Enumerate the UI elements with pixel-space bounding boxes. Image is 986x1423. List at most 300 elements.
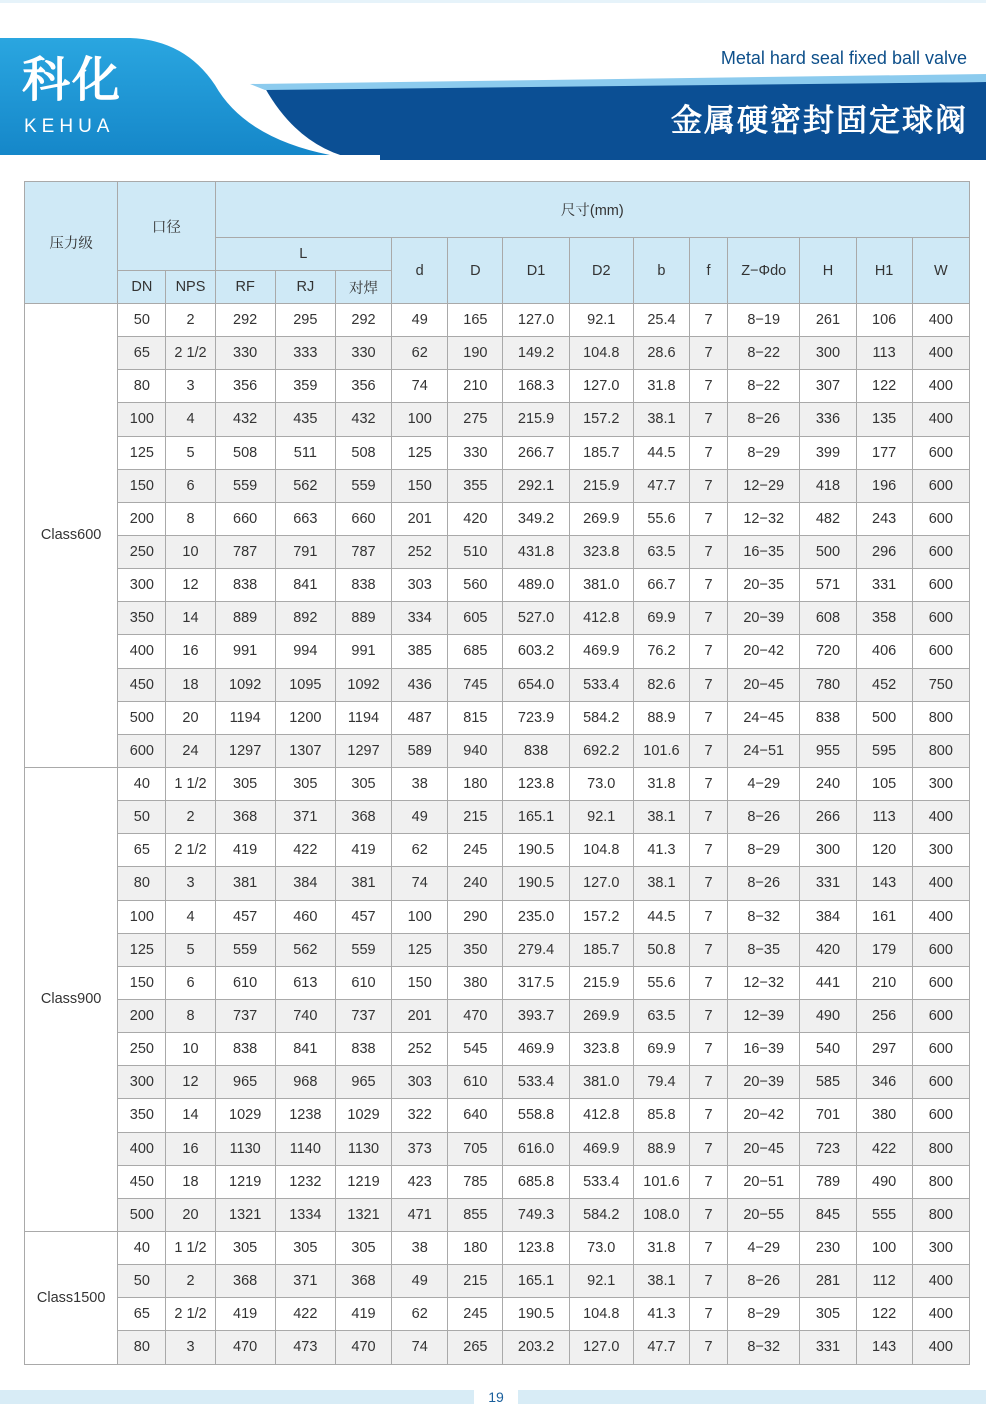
table-cell: 441 [800, 966, 856, 999]
table-cell: 190 [448, 337, 503, 370]
footer-bar-left [0, 1390, 474, 1404]
table-cell: 400 [912, 403, 969, 436]
table-cell: 1194 [215, 701, 275, 734]
table-cell: 1 1/2 [166, 767, 215, 800]
table-cell: 18 [166, 1165, 215, 1198]
table-cell: 215.9 [569, 966, 633, 999]
table-cell: 400 [912, 1265, 969, 1298]
table-cell: 7 [690, 602, 728, 635]
table-cell: 1029 [335, 1099, 391, 1132]
table-cell: 65 [118, 1298, 166, 1331]
table-cell: 31.8 [633, 767, 689, 800]
table-cell: 305 [215, 1231, 275, 1264]
table-cell: 393.7 [503, 999, 569, 1032]
table-row [25, 1099, 970, 1132]
table-cell: 723 [800, 1132, 856, 1165]
table-cell: 350 [448, 933, 503, 966]
table-cell: 527.0 [503, 602, 569, 635]
table-cell: 740 [275, 999, 335, 1032]
table-cell: 1219 [215, 1165, 275, 1198]
header-RJ: RJ [275, 271, 335, 304]
header-NPS: NPS [166, 271, 215, 304]
header-dimensions: 尺寸(mm) [215, 182, 969, 238]
table-cell: 490 [800, 999, 856, 1032]
table-cell: 196 [856, 469, 912, 502]
header-D1: D1 [503, 238, 569, 304]
table-cell: 705 [448, 1132, 503, 1165]
table-cell: 346 [856, 1066, 912, 1099]
table-cell: 600 [912, 1066, 969, 1099]
table-cell: 31.8 [633, 1231, 689, 1264]
table-cell: 38 [392, 1231, 448, 1264]
table-cell: 585 [800, 1066, 856, 1099]
header-DN: DN [118, 271, 166, 304]
table-cell: 600 [912, 535, 969, 568]
table-cell: 74 [392, 867, 448, 900]
table-cell: 7 [690, 436, 728, 469]
table-cell: 4 [166, 900, 215, 933]
table-cell: 85.8 [633, 1099, 689, 1132]
table-cell: 201 [392, 502, 448, 535]
table-cell: 92.1 [569, 304, 633, 337]
table-cell: 38.1 [633, 801, 689, 834]
table-row [25, 668, 970, 701]
table-cell: 12−39 [728, 999, 800, 1032]
product-title-cn: 金属硬密封固定球阀 [671, 103, 968, 139]
table-cell: 125 [392, 933, 448, 966]
table-cell: 600 [912, 635, 969, 668]
table-cell: 1297 [215, 734, 275, 767]
table-cell: 112 [856, 1265, 912, 1298]
table-cell: 470 [335, 1331, 391, 1364]
table-cell: 300 [800, 834, 856, 867]
table-cell: 381.0 [569, 1066, 633, 1099]
table-cell: 252 [392, 535, 448, 568]
table-cell: 584.2 [569, 701, 633, 734]
footer-bar-right [518, 1390, 986, 1404]
table-cell: 384 [800, 900, 856, 933]
table-cell: 7 [690, 933, 728, 966]
table-cell: 8−35 [728, 933, 800, 966]
table-cell: 8−32 [728, 1331, 800, 1364]
table-cell: 800 [912, 1198, 969, 1231]
brand-name-cn: 科化 [22, 52, 123, 108]
table-cell: 3 [166, 1331, 215, 1364]
table-cell: 4−29 [728, 767, 800, 800]
table-cell: 412.8 [569, 602, 633, 635]
table-cell: 889 [215, 602, 275, 635]
table-cell: 185.7 [569, 933, 633, 966]
table-cell: 215.9 [503, 403, 569, 436]
table-cell: 432 [335, 403, 391, 436]
table-cell: 892 [275, 602, 335, 635]
table-cell: 100 [856, 1231, 912, 1264]
table-cell: 800 [912, 734, 969, 767]
table-cell: 600 [118, 734, 166, 767]
table-cell: 125 [118, 436, 166, 469]
table-cell: 62 [392, 834, 448, 867]
table-cell: 334 [392, 602, 448, 635]
table-cell: 38.1 [633, 403, 689, 436]
table-cell: 841 [275, 569, 335, 602]
table-cell: 533.4 [503, 1066, 569, 1099]
table-cell: 7 [690, 403, 728, 436]
header-H: H [800, 238, 856, 304]
table-cell: 265 [448, 1331, 503, 1364]
table-cell: 215 [448, 1265, 503, 1298]
table-cell: 323.8 [569, 1033, 633, 1066]
table-cell: 558.8 [503, 1099, 569, 1132]
table-cell: 20−45 [728, 1132, 800, 1165]
table-cell: 300 [912, 1231, 969, 1264]
table-cell: 490 [856, 1165, 912, 1198]
table-cell: 613 [275, 966, 335, 999]
table-cell: 266 [800, 801, 856, 834]
table-cell: 240 [448, 867, 503, 900]
table-cell: 500 [118, 1198, 166, 1231]
table-cell: 50 [118, 1265, 166, 1298]
table-cell: 400 [912, 1298, 969, 1331]
table-row [25, 304, 970, 337]
table-cell: 559 [215, 933, 275, 966]
table-cell: 279.4 [503, 933, 569, 966]
table-cell: 356 [215, 370, 275, 403]
table-cell: 69.9 [633, 602, 689, 635]
header-D: D [448, 238, 503, 304]
table-cell: 800 [912, 1165, 969, 1198]
table-cell: 177 [856, 436, 912, 469]
table-cell: 511 [275, 436, 335, 469]
table-cell: 281 [800, 1265, 856, 1298]
table-cell: 28.6 [633, 337, 689, 370]
table-cell: 73.0 [569, 767, 633, 800]
table-cell: 49 [392, 304, 448, 337]
table-cell: 356 [335, 370, 391, 403]
table-cell: 600 [912, 602, 969, 635]
table-cell: 40 [118, 767, 166, 800]
table-cell: 469.9 [569, 1132, 633, 1165]
table-cell: 400 [912, 304, 969, 337]
table-cell: 157.2 [569, 900, 633, 933]
table-row [25, 1033, 970, 1066]
table-cell: 179 [856, 933, 912, 966]
table-cell: 31.8 [633, 370, 689, 403]
table-cell: 400 [912, 867, 969, 900]
table-row [25, 1298, 970, 1331]
table-cell: 7 [690, 668, 728, 701]
table-cell: 381 [335, 867, 391, 900]
table-cell: 1140 [275, 1132, 335, 1165]
table-cell: 104.8 [569, 337, 633, 370]
table-cell: 616.0 [503, 1132, 569, 1165]
table-cell: 127.0 [503, 304, 569, 337]
table-cell: 422 [275, 1298, 335, 1331]
table-cell: 296 [856, 535, 912, 568]
table-cell: 7 [690, 734, 728, 767]
table-cell: 331 [800, 867, 856, 900]
table-cell: 150 [392, 966, 448, 999]
table-cell: 400 [912, 370, 969, 403]
table-cell: 508 [215, 436, 275, 469]
table-cell: 63.5 [633, 535, 689, 568]
table-cell: 16−35 [728, 535, 800, 568]
table-cell: 400 [118, 635, 166, 668]
table-cell: 1321 [215, 1198, 275, 1231]
table-cell: 331 [856, 569, 912, 602]
table-cell: 1200 [275, 701, 335, 734]
table-row [25, 1066, 970, 1099]
table-cell: 10 [166, 535, 215, 568]
table-cell: 750 [912, 668, 969, 701]
table-cell: 815 [448, 701, 503, 734]
table-cell: 295 [275, 304, 335, 337]
table-cell: 297 [856, 1033, 912, 1066]
table-cell: 4 [166, 403, 215, 436]
table-cell: 400 [912, 337, 969, 370]
table-cell: 457 [335, 900, 391, 933]
table-cell: 610 [335, 966, 391, 999]
table-row [25, 734, 970, 767]
table-cell: 418 [800, 469, 856, 502]
table-cell: 6 [166, 966, 215, 999]
table-cell: 533.4 [569, 1165, 633, 1198]
table-cell: 8−29 [728, 1298, 800, 1331]
table-cell: 330 [335, 337, 391, 370]
table-cell: 723.9 [503, 701, 569, 734]
table-cell: 105 [856, 767, 912, 800]
table-cell: 399 [800, 436, 856, 469]
table-cell: 685.8 [503, 1165, 569, 1198]
table-cell: 8−32 [728, 900, 800, 933]
table-cell: 12−29 [728, 469, 800, 502]
table-cell: 562 [275, 469, 335, 502]
table-cell: 358 [856, 602, 912, 635]
table-cell: 127.0 [569, 370, 633, 403]
table-cell: 845 [800, 1198, 856, 1231]
table-cell: 49 [392, 801, 448, 834]
table-cell: 450 [118, 668, 166, 701]
header-z-do: Z−Φdo [728, 238, 800, 304]
table-cell: 1092 [215, 668, 275, 701]
table-cell: 7 [690, 900, 728, 933]
table-cell: 8−26 [728, 403, 800, 436]
table-row [25, 1331, 970, 1364]
table-cell: 123.8 [503, 1231, 569, 1264]
table-cell: 20−55 [728, 1198, 800, 1231]
table-cell: 20−39 [728, 1066, 800, 1099]
table-cell: 62 [392, 1298, 448, 1331]
table-cell: 571 [800, 569, 856, 602]
table-cell: 380 [856, 1099, 912, 1132]
table-cell: 419 [335, 834, 391, 867]
table-cell: 955 [800, 734, 856, 767]
table-cell: 92.1 [569, 801, 633, 834]
table-cell: 305 [335, 767, 391, 800]
table-cell: 400 [912, 1331, 969, 1364]
table-cell: 7 [690, 337, 728, 370]
table-cell: 540 [800, 1033, 856, 1066]
table-cell: 150 [118, 966, 166, 999]
table-cell: 20−45 [728, 668, 800, 701]
table-cell: 838 [503, 734, 569, 767]
table-row [25, 535, 970, 568]
table-cell: 600 [912, 569, 969, 602]
product-title-en: Metal hard seal fixed ball valve [720, 48, 967, 68]
table-cell: 190.5 [503, 1298, 569, 1331]
table-cell: 1297 [335, 734, 391, 767]
table-cell: 92.1 [569, 1265, 633, 1298]
page-footer [0, 1390, 986, 1404]
table-cell: 605 [448, 602, 503, 635]
table-cell: 3 [166, 867, 215, 900]
table-row [25, 469, 970, 502]
header-L: L [215, 238, 392, 271]
table-cell: 994 [275, 635, 335, 668]
table-cell: 113 [856, 801, 912, 834]
table-cell: 7 [690, 999, 728, 1032]
table-cell: 50 [118, 304, 166, 337]
table-cell: 7 [690, 1231, 728, 1264]
table-cell: 471 [392, 1198, 448, 1231]
table-cell: 419 [335, 1298, 391, 1331]
table-cell: 350 [118, 602, 166, 635]
table-cell: 406 [856, 635, 912, 668]
table-cell: 7 [690, 767, 728, 800]
table-cell: 1219 [335, 1165, 391, 1198]
table-cell: 469.9 [569, 635, 633, 668]
table-cell: 55.6 [633, 502, 689, 535]
table-cell: 8−29 [728, 834, 800, 867]
table-cell: 457 [215, 900, 275, 933]
table-cell: 24−45 [728, 701, 800, 734]
table-cell: 400 [912, 900, 969, 933]
table-row [25, 436, 970, 469]
table-cell: 44.5 [633, 436, 689, 469]
table-cell: 8−19 [728, 304, 800, 337]
table-cell: 991 [215, 635, 275, 668]
table-cell: 165 [448, 304, 503, 337]
table-cell: 80 [118, 867, 166, 900]
table-cell: 1092 [335, 668, 391, 701]
table-row [25, 801, 970, 834]
table-cell: 800 [912, 1132, 969, 1165]
table-cell: 610 [215, 966, 275, 999]
table-cell: 7 [690, 569, 728, 602]
table-cell: 269.9 [569, 999, 633, 1032]
table-cell: 215.9 [569, 469, 633, 502]
table-cell: 300 [118, 1066, 166, 1099]
table-cell: 469.9 [503, 1033, 569, 1066]
table-cell: 838 [215, 1033, 275, 1066]
header-pressure-class: 压力级 [25, 182, 118, 304]
table-cell: 452 [856, 668, 912, 701]
header-b: b [633, 238, 689, 304]
table-cell: 800 [912, 701, 969, 734]
table-row [25, 502, 970, 535]
table-cell: 38.1 [633, 1265, 689, 1298]
table-cell: 200 [118, 502, 166, 535]
table-cell: 368 [215, 801, 275, 834]
table-cell: 49 [392, 1265, 448, 1298]
table-cell: 50.8 [633, 933, 689, 966]
table-cell: 215 [448, 801, 503, 834]
table-cell: 8 [166, 999, 215, 1032]
table-cell: 470 [215, 1331, 275, 1364]
table-cell: 88.9 [633, 1132, 689, 1165]
table-row [25, 900, 970, 933]
table-cell: 7 [690, 701, 728, 734]
table-cell: 41.3 [633, 834, 689, 867]
table-cell: 25.4 [633, 304, 689, 337]
table-cell: 500 [118, 701, 166, 734]
table-cell: 470 [448, 999, 503, 1032]
table-cell: 431.8 [503, 535, 569, 568]
table-cell: 303 [392, 1066, 448, 1099]
table-cell: 7 [690, 304, 728, 337]
table-cell: 292 [335, 304, 391, 337]
table-cell: 368 [335, 1265, 391, 1298]
header-BW: 对焊 [335, 271, 391, 304]
table-cell: 608 [800, 602, 856, 635]
table-cell: 290 [448, 900, 503, 933]
table-cell: 250 [118, 1033, 166, 1066]
table-cell: 322 [392, 1099, 448, 1132]
table-cell: 16−39 [728, 1033, 800, 1066]
table-cell: 889 [335, 602, 391, 635]
table-cell: 482 [800, 502, 856, 535]
table-row [25, 1231, 970, 1264]
table-cell: 104.8 [569, 1298, 633, 1331]
table-row [25, 635, 970, 668]
table-cell: 412.8 [569, 1099, 633, 1132]
table-cell: 8−26 [728, 801, 800, 834]
table-cell: 749.3 [503, 1198, 569, 1231]
table-cell: 168.3 [503, 370, 569, 403]
table-cell: 600 [912, 1033, 969, 1066]
table-cell: 2 [166, 1265, 215, 1298]
brand-name-en: KEHUA [24, 116, 115, 137]
table-cell: 101.6 [633, 1165, 689, 1198]
table-cell: 7 [690, 867, 728, 900]
table-cell: 385 [392, 635, 448, 668]
table-cell: 20 [166, 701, 215, 734]
table-cell: 473 [275, 1331, 335, 1364]
table-cell: 600 [912, 502, 969, 535]
table-cell: 55.6 [633, 966, 689, 999]
table-cell: 489.0 [503, 569, 569, 602]
table-cell: 125 [392, 436, 448, 469]
table-cell: 663 [275, 502, 335, 535]
table-row [25, 834, 970, 867]
page-header [0, 0, 986, 160]
table-body [25, 304, 970, 1365]
table-cell: 7 [690, 1066, 728, 1099]
table-cell: 165.1 [503, 801, 569, 834]
table-cell: 1321 [335, 1198, 391, 1231]
table-cell: 123.8 [503, 767, 569, 800]
table-cell: 190.5 [503, 834, 569, 867]
table-cell: 350 [118, 1099, 166, 1132]
table-cell: 8−26 [728, 1265, 800, 1298]
table-row [25, 933, 970, 966]
table-cell: 7 [690, 1099, 728, 1132]
pressure-class-label: Class900 [25, 767, 118, 1231]
table-cell: 100 [392, 403, 448, 436]
table-cell: 1130 [335, 1132, 391, 1165]
table-cell: 562 [275, 933, 335, 966]
table-row [25, 701, 970, 734]
table-cell: 20−42 [728, 635, 800, 668]
